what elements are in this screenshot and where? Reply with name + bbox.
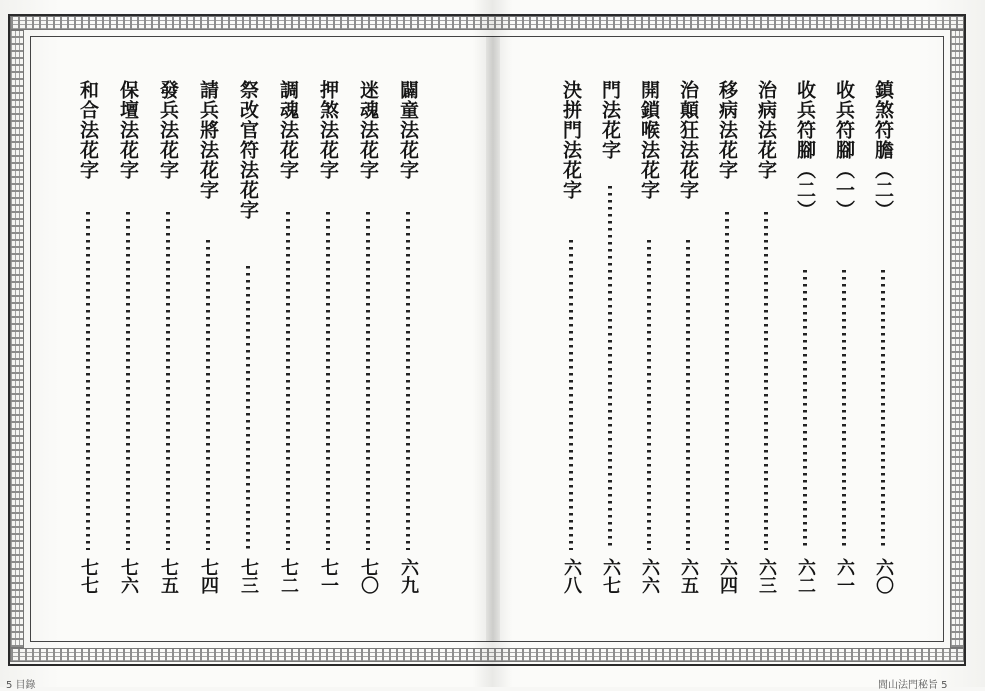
dot-leader	[725, 212, 729, 550]
toc-entry[interactable]	[235, 80, 261, 610]
toc-entry[interactable]	[831, 80, 857, 610]
toc-entry-page: 七六	[118, 558, 139, 594]
toc-entry-page: 六六	[639, 558, 660, 594]
toc-entry-page: 六四	[717, 558, 738, 594]
meander-border-right	[950, 30, 964, 648]
toc-right-page	[540, 80, 910, 620]
dot-leader	[166, 212, 170, 550]
dot-leader	[764, 212, 768, 550]
toc-entry[interactable]	[714, 80, 740, 610]
toc-entry[interactable]	[275, 80, 301, 610]
toc-entry[interactable]	[597, 80, 623, 610]
toc-entry[interactable]	[636, 80, 662, 610]
toc-entry-title: 迷魂法花字	[357, 80, 379, 180]
toc-entry-page: 七〇	[358, 558, 379, 594]
toc-entry-title: 開鎖喉法花字	[638, 80, 660, 200]
toc-entry-title: 保壇法花字	[117, 80, 139, 180]
dot-leader	[686, 240, 690, 550]
footer-left: 5 目錄	[6, 680, 36, 691]
toc-entry-page: 七七	[78, 558, 99, 594]
toc-entry[interactable]	[155, 80, 181, 610]
dot-leader	[326, 212, 330, 550]
toc-entry-page: 七四	[198, 558, 219, 594]
dot-leader	[406, 212, 410, 550]
dot-leader	[126, 212, 130, 550]
toc-entry-title: 收兵符腳︵二︶	[794, 80, 816, 220]
dot-leader	[647, 240, 651, 550]
toc-entry[interactable]	[558, 80, 584, 610]
toc-entry[interactable]	[195, 80, 221, 610]
toc-entry-title: 發兵法花字	[157, 80, 179, 180]
toc-entry-title: 祭改官符法花字	[237, 80, 259, 220]
dot-leader	[206, 240, 210, 550]
toc-entry[interactable]	[395, 80, 421, 610]
toc-entry-page: 六一	[834, 558, 855, 594]
toc-entry[interactable]	[675, 80, 701, 610]
toc-entry-page: 六五	[678, 558, 699, 594]
toc-entry-page: 七五	[158, 558, 179, 594]
meander-border-left	[10, 30, 24, 648]
toc-entry[interactable]	[753, 80, 779, 610]
toc-entry-title: 移病法花字	[716, 80, 738, 180]
toc-entry[interactable]	[355, 80, 381, 610]
meander-border-bottom	[10, 648, 964, 662]
toc-entry-page: 七三	[238, 558, 259, 594]
toc-entry-title: 闢童法花字	[397, 80, 419, 180]
toc-entry-title: 和合法花字	[77, 80, 99, 180]
toc-entry-page: 六二	[795, 558, 816, 594]
toc-entry-title: 鎮煞符膽︵二︶	[872, 80, 894, 220]
dot-leader	[86, 212, 90, 550]
toc-entry-title: 決拼門法花字	[560, 80, 582, 200]
dot-leader	[842, 270, 846, 550]
toc-entry[interactable]	[792, 80, 818, 610]
dot-leader	[246, 266, 250, 550]
toc-entry[interactable]	[315, 80, 341, 610]
meander-border-top	[10, 16, 964, 30]
toc-entry-title: 治病法花字	[755, 80, 777, 180]
toc-entry-page: 六七	[600, 558, 621, 594]
toc-entry-title: 請兵將法花字	[197, 80, 219, 200]
toc-entry[interactable]	[75, 80, 101, 610]
dot-leader	[286, 212, 290, 550]
toc-entry-page: 六九	[398, 558, 419, 594]
toc-entry-page: 六八	[561, 558, 582, 594]
dot-leader	[366, 212, 370, 550]
toc-entry[interactable]	[115, 80, 141, 610]
toc-entry[interactable]	[870, 80, 896, 610]
toc-entry-page: 七二	[278, 558, 299, 594]
toc-entry-title: 收兵符腳︵一︶	[833, 80, 855, 220]
toc-entry-page: 六三	[756, 558, 777, 594]
dot-leader	[881, 270, 885, 550]
toc-entry-title: 門法花字	[599, 80, 621, 160]
dot-leader	[608, 186, 612, 550]
toc-entry-page: 七一	[318, 558, 339, 594]
dot-leader	[569, 240, 573, 550]
footer-right: 閭山法門秘旨 5	[878, 680, 948, 691]
dot-leader	[803, 270, 807, 550]
toc-entry-title: 調魂法花字	[277, 80, 299, 180]
book-gutter	[486, 36, 500, 642]
toc-entry-title: 治顛狂法花字	[677, 80, 699, 200]
toc-entry-title: 押煞法花字	[317, 80, 339, 180]
toc-left-page	[70, 80, 450, 620]
toc-entry-page: 六〇	[873, 558, 894, 594]
